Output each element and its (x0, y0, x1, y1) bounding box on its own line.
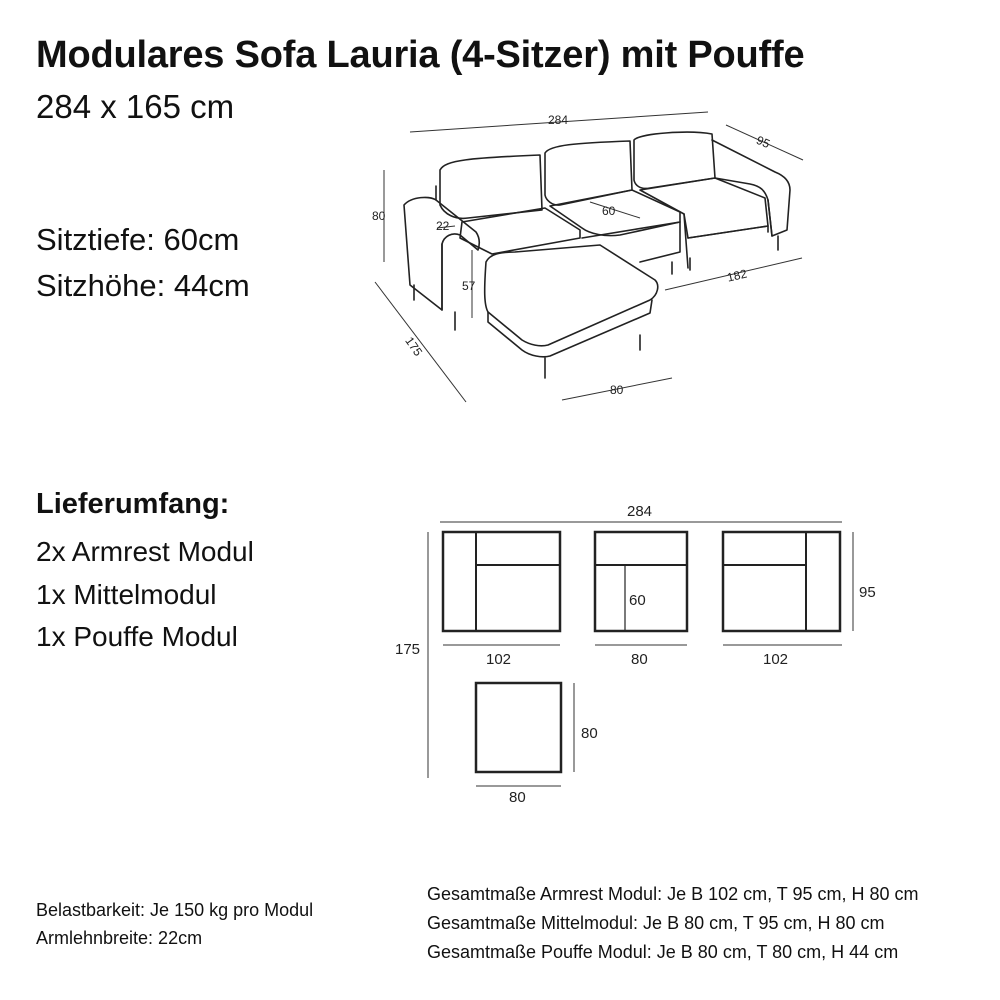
dim-armrest: 22 (436, 219, 450, 233)
footer-load-capacity: Belastbarkeit: Je 150 kg pro Modul (36, 900, 314, 920)
plan-armrest-width-left: 102 (486, 651, 512, 668)
dim-height: 80 (372, 209, 386, 223)
plan-dimension-labels (395, 503, 876, 806)
dimension-lines (375, 112, 803, 402)
plan-total-width: 284 (627, 503, 653, 520)
seat-depth-spec: Sitztiefe: 60cm (36, 222, 240, 257)
seat-height-spec: Sitzhöhe: 44cm (36, 268, 250, 303)
dim-width: 284 (548, 113, 569, 127)
plan-armrest-left (443, 532, 560, 631)
dim-module-depth: 95 (754, 132, 773, 152)
page-subtitle: 284 x 165 cm (36, 88, 235, 125)
dim-seat-height: 57 (462, 279, 476, 293)
plan-pouffe-depth: 80 (581, 725, 598, 742)
plan-middle-seat-depth: 60 (629, 592, 646, 609)
delivery-item-middle: 1x Mittelmodul (36, 579, 217, 610)
delivery-heading: Lieferumfang: (36, 488, 230, 520)
plan-total-depth: 175 (395, 641, 421, 658)
delivery-item-pouffe: 1x Pouffe Modul (36, 621, 238, 652)
dim-depth-right: 182 (725, 266, 749, 285)
dim-seat-depth: 60 (602, 204, 616, 218)
plan-pouffe-width: 80 (509, 789, 526, 806)
delivery-item-armrest: 2x Armrest Modul (36, 536, 254, 567)
plan-middle-module (595, 532, 687, 631)
page-title: Modulares Sofa Lauria (4-Sitzer) mit Pouffe (36, 34, 805, 76)
plan-armrest-width-right: 102 (763, 651, 789, 668)
sofa-outline (404, 132, 790, 378)
module-plan-drawing (0, 480, 1000, 820)
sofa-isometric-drawing (0, 0, 1000, 460)
plan-middle-width: 80 (631, 651, 648, 668)
footer-middle-module-dims: Gesamtmaße Mittelmodul: Je B 80 cm, T 95 cm, H 80 cm (427, 913, 885, 933)
plan-pouffe (476, 683, 561, 772)
dim-pouffe-width: 80 (610, 383, 624, 397)
plan-module-depth: 95 (859, 584, 876, 601)
dim-depth-left: 175 (402, 334, 426, 359)
isometric-dimension-labels (372, 113, 772, 397)
footer-pouffe-module-dims: Gesamtmaße Pouffe Modul: Je B 80 cm, T 80 cm, H 44 cm (427, 942, 899, 962)
plan-armrest-right (723, 532, 840, 631)
footer-armrest-width: Armlehnbreite: 22cm (36, 928, 203, 948)
footer-armrest-module-dims: Gesamtmaße Armrest Modul: Je B 102 cm, T 95 cm, H 80 cm (427, 884, 919, 904)
